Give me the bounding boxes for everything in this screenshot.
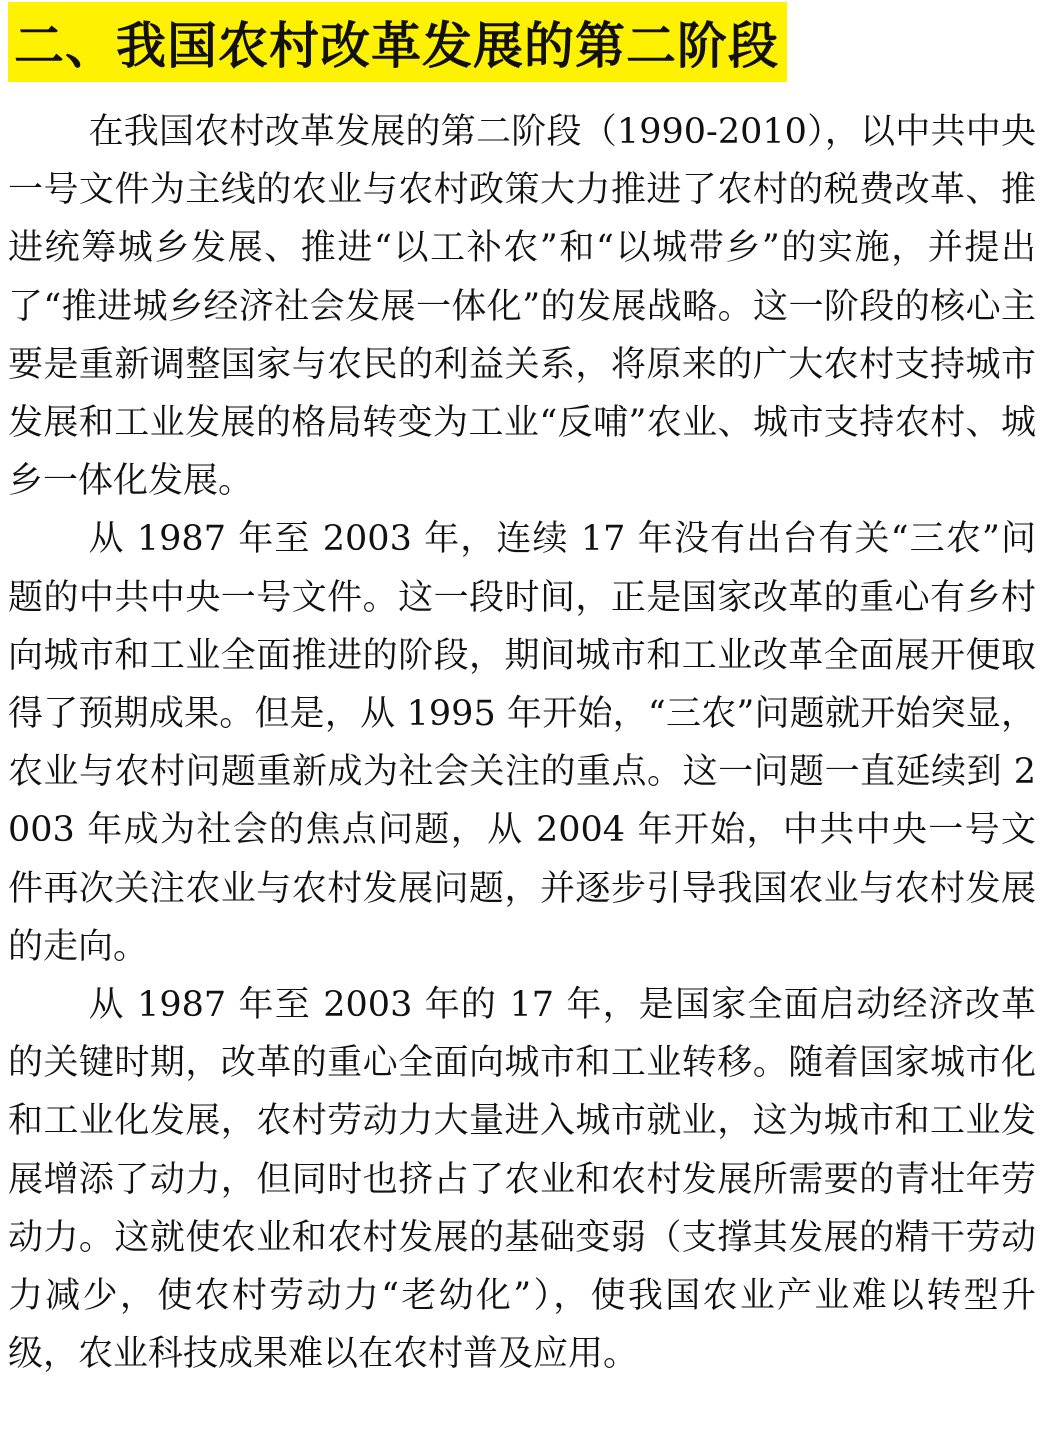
section-heading: 二、我国农村改革发展的第二阶段 [14, 17, 779, 75]
article-body [8, 103, 1036, 1383]
paragraph-3: 从 1987 年至 2003 年的 17 年，是国家全面启动经济改革的关键时期，改革的重心全面向城市和工业转移。随着国家城市化和工业化发展，农村劳动力大量进入城市就业，这为城市和工业发展增添了动力，但同时也挤占了农业和农村发展所需要的青壮年劳动力。这就使农业和农村发展的基础变弱（支撑其发展的精干劳动力减少，使农村劳动力“老幼化”），使我国农业产业难以转型升级，农业科技成果难以在农村普及应用。 [8, 985, 1036, 1375]
paragraph-1: 在我国农村改革发展的第二阶段（1990-2010），以中共中央一号文件为主线的农业与农村政策大力推进了农村的税费改革、推进统筹城乡发展、推进“以工补农”和“以城带乡”的实施，并提出了“推进城乡经济社会发展一体化”的发展战略。这一阶段的核心主要是重新调整国家与农民的利益关系，将原来的广大农村支持城市发展和工业发展的格局转变为工业“反哺”农业、城市支持农村、城乡一体化发展。 [8, 112, 1036, 502]
section-heading-highlight [8, 2, 787, 82]
paragraph-2: 从 1987 年至 2003 年，连续 17 年没有出台有关“三农”问题的中共中央一号文件。这一段时间，正是国家改革的重心有乡村向城市和工业全面推进的阶段，期间城市和工业改革全面展开便取得了预期成果。但是，从 1995 年开始，“三农”问题就开始突显，农业与农村问题重新成为社会关注的重点。这一问题一直延续到 2003 年成为社会的焦点问题，从 2004 年开始，中共中央一号文件再次关注农业与农村发展问题，并逐步引导我国农业与农村发展的走向。 [8, 519, 1036, 967]
